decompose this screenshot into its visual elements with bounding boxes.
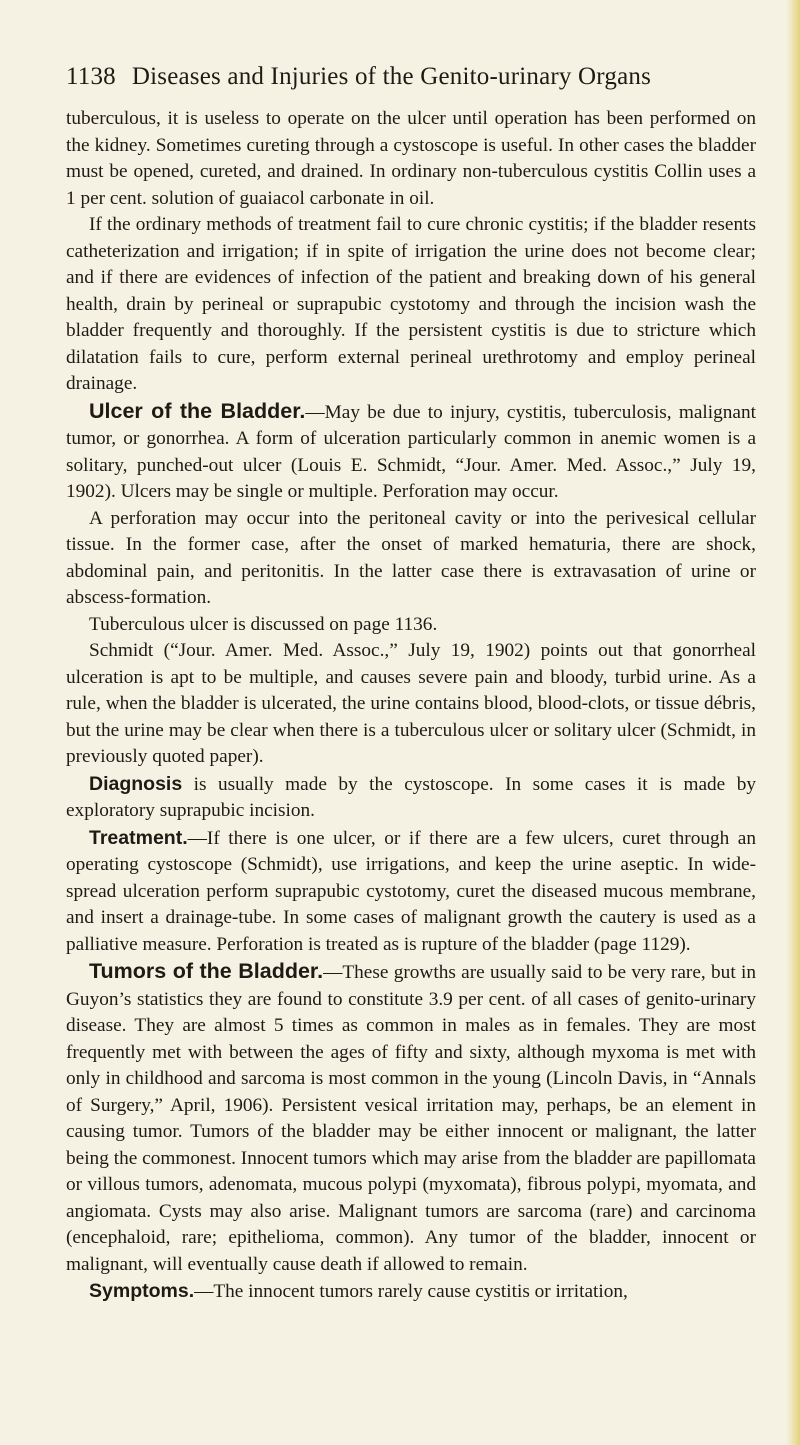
page-number: 1138 [66, 63, 116, 90]
paragraph-text: tuberculous, it is useless to operate on the ulcer until operation has been performed on the kidney. Sometimes cureting through a cystoscope is useful. In other cases the bladder must be opened, cureted, and drained. In ordinary non-tuberculous cystitis Collin uses a 1 per cent. solution of guaiacol carbonate in oil. [66, 108, 756, 209]
paragraph-text: A perforation may occur into the peritoneal cavity or into the perivesical cellular tissue. In the former case, after the onset of marked hematuria, there are shock, abdominal pain, and peritonitis. In the latter case there is extravasation of urine or abscess-formation. [66, 507, 756, 608]
paragraph-treatment [66, 825, 756, 959]
paragraph-text: Schmidt (“Jour. Amer. Med. Assoc.,” July 19, 1902) points out that gonorrheal ulceration is apt to be multiple, and causes severe pain and bloody, turbid urine. As a rule, when the bladder is ulcerated, the urine contains blood, blood-clots, or tissue débris, but the urine may be clear when there is a tuberculous ulcer or solitary ulcer (Schmidt, in previously quoted paper). [66, 640, 756, 767]
paragraph-tuberculous-ulcer [66, 612, 756, 639]
subheading-symptoms: Symptoms. [89, 1280, 195, 1302]
subheading-treatment: Treatment. [89, 826, 188, 849]
paragraph-continuation [66, 106, 756, 212]
paragraph-text: is usually made by the cystoscope. In some cases it is made by exploratory suprapubic incision. [66, 773, 756, 821]
paragraph-perforation [66, 506, 756, 612]
running-header [66, 62, 756, 92]
book-page [66, 62, 756, 1306]
section-heading-ulcer: Ulcer of the Bladder. [89, 398, 306, 423]
section-heading-tumors: Tumors of the Bladder. [89, 959, 324, 983]
paragraph-diagnosis [66, 771, 756, 825]
paragraph-gonorrheal-ulceration [66, 638, 756, 771]
paragraph-ulcer-of-bladder [66, 398, 756, 506]
paragraph-text: —May be due to injury, cystitis, tuberculosis, malignant tumor, or gonorrhea. A form of ulceration particularly common in anemic women is a solitary, punched-out ulcer (Louis E. Schmidt, “Jour. Amer. Med. Assoc.,” July 19, 1902). Ulcers may be single or multiple. Perforation may occur. [66, 401, 756, 502]
running-title: Diseases and Injuries of the Genito-urinary Organs [131, 63, 651, 90]
paragraph-text: —If there is one ulcer, or if there are a few ulcers, curet through an operating cystoscope (Schmidt), use irrigations, and keep the urine aseptic. In wide-spread ulceration perform suprapubic cystotomy, curet the diseased mucous membrane, and insert a drainage-tube. In some cases of malignant growth the cautery is used as a palliative measure. Perforation is treated as is rupture of the bladder (page 1129). [66, 827, 756, 955]
body-text [66, 106, 756, 1306]
paragraph-text: —These growths are usually said to be very rare, but in Guyon’s statistics they are found to constitute 3.9 per cent. of all cases of genito-urinary disease. They are almost 5 times as common in males as in females. They are most frequently met with between the ages of fifty and sixty, although myxoma is met with only in childhood and sarcoma is most common in the young (Lincoln Davis, in “Annals of Surgery,” April, 1906). Persistent vesical irritation may, perhaps, be an element in causing tumor. Tumors of the bladder may be either innocent or malignant, the latter being the commonest. Innocent tumors which may arise from the bladder are papillomata or villous tumors, adenomata, mucous polypi (myxomata), fibrous polypi, myomata, and angiomata. Cysts may also arise. Malignant tumors are sarcoma (rare) and carcinoma (encephaloid, rare; epithelioma, common). Any tumor of the bladder, innocent or malignant, will eventually cause death if allowed to remain. [66, 962, 756, 1275]
paragraph-text: If the ordinary methods of treatment fail to cure chronic cystitis; if the bladder resents catheterization and irrigation; if in spite of irrigation the urine does not become clear; and if there are evidences of infection of the patient and breaking down of his general health, drain by perineal or suprapubic cystotomy and through the incision wash the bladder frequently and thoroughly. If the persistent cystitis is due to stricture which dilatation fails to cure, perform external perineal urethrotomy and employ perineal drainage. [66, 214, 756, 394]
paragraph-chronic-cystitis-treatment [66, 212, 756, 398]
paragraph-symptoms [66, 1278, 756, 1306]
paragraph-text: —The innocent tumors rarely cause cystitis or irritation, [194, 1281, 628, 1302]
paragraph-tumors-of-bladder [66, 958, 756, 1278]
page-edge-shading [786, 0, 800, 1445]
paragraph-text: Tuberculous ulcer is discussed on page 1136. [89, 613, 438, 635]
subheading-diagnosis: Diagnosis [89, 772, 183, 795]
